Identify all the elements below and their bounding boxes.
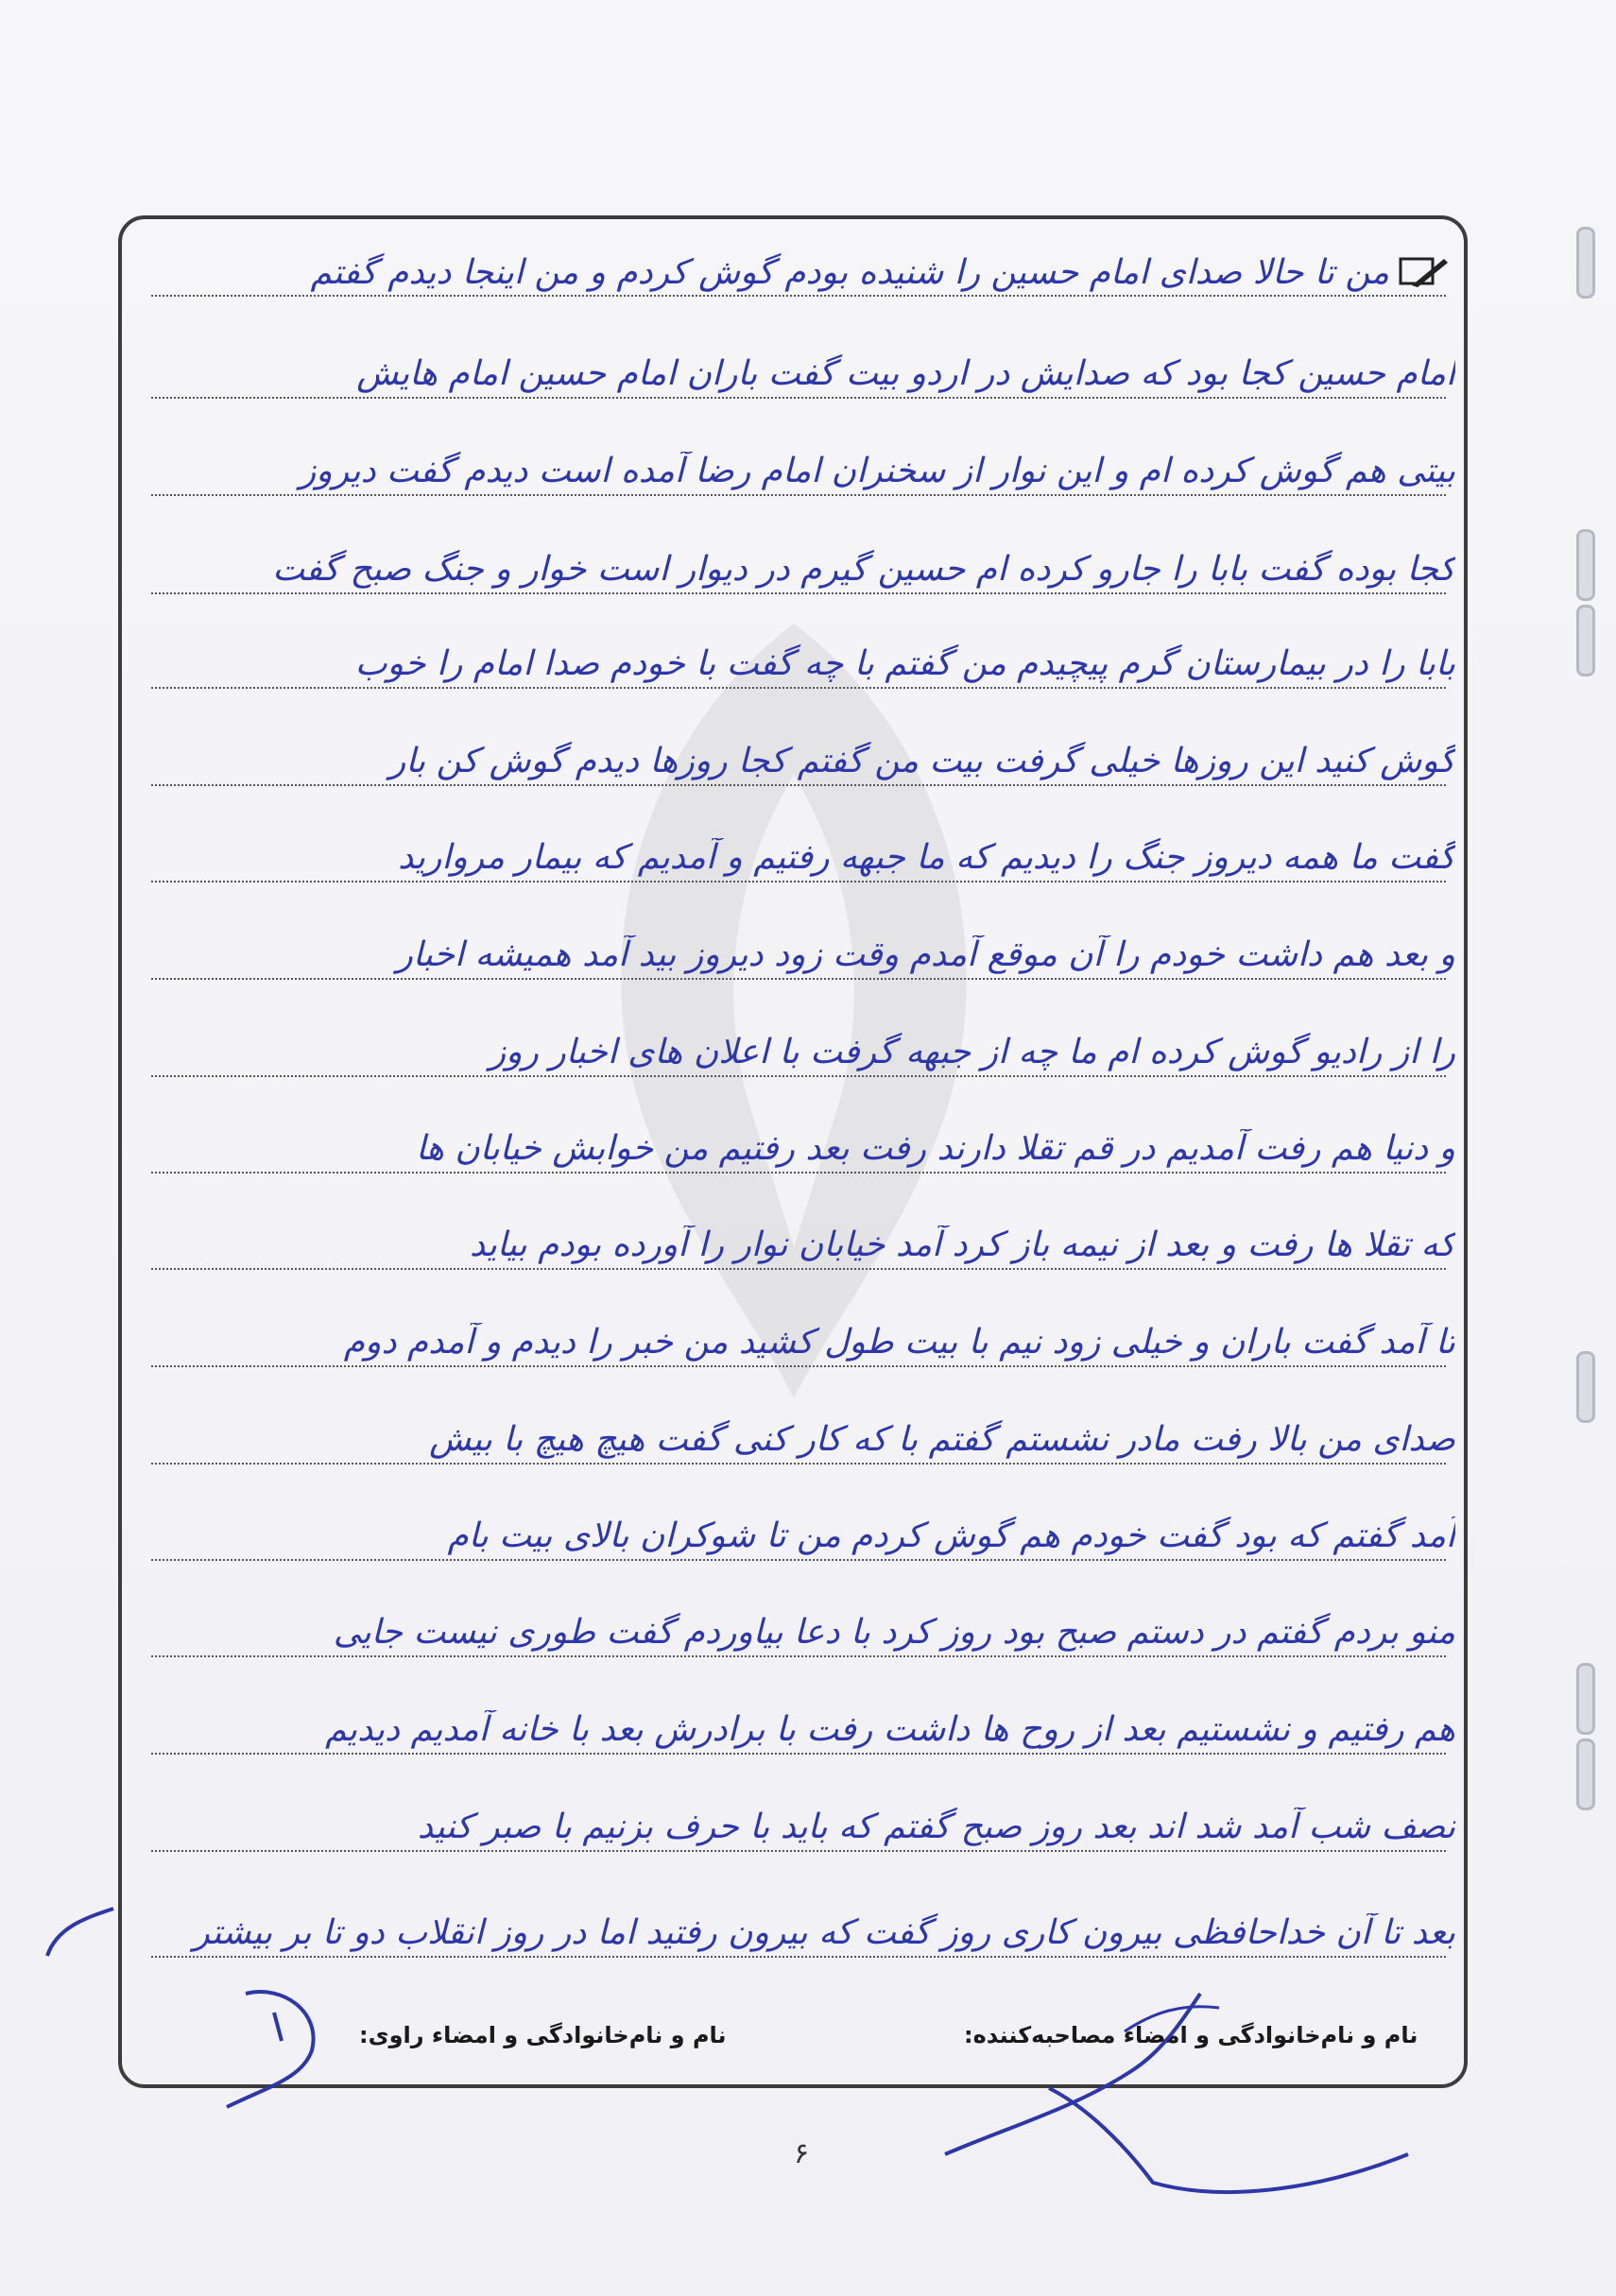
binding-hole — [1576, 605, 1595, 677]
ruled-line — [151, 1655, 1446, 1657]
ruled-line — [151, 1753, 1446, 1755]
ruled-line — [151, 1172, 1446, 1174]
binding-hole — [1576, 1663, 1595, 1735]
handwritten-line: و بعد هم داشت خودم را آن موقع آمدم وقت زود دیروز بید آمد همیشه اخبار — [396, 935, 1455, 974]
binding-hole — [1576, 529, 1595, 601]
handwritten-line: بابا را در بیمارستان گرم پیچیدم من گفتم با چه گفت با خودم صدا امام را خوب — [354, 644, 1455, 683]
ruled-line — [151, 881, 1446, 882]
ruled-line — [151, 592, 1446, 594]
margin-scribble — [38, 1890, 132, 1975]
handwritten-line: امام حسین کجا بود که صدایش در اردو بیت گفت باران امام حسین امام هایش — [356, 354, 1455, 393]
ruled-line — [151, 1365, 1446, 1367]
handwritten-line: کجا بوده گفت بابا را جارو کرده ام حسین گیرم در دیوار است خوار و جنگ صبح گفت — [272, 550, 1455, 589]
ruled-line — [151, 1559, 1446, 1561]
ruled-line — [151, 397, 1446, 399]
handwritten-line: من تا حالا صدای امام حسین را شنیده بودم گوش کردم و من اینجا دیدم گفتم — [310, 253, 1389, 292]
handwritten-line: آمد گفتم که بود گفت خودم هم گوش کردم من تا شوکران بالای بیت بام — [447, 1516, 1455, 1555]
interviewer-signature — [936, 1965, 1427, 2211]
handwritten-line: که تقلا ها رفت و بعد از نیمه باز کرد آمد خیابان نوار را آورده بودم بیاید — [469, 1225, 1455, 1264]
ruled-line — [151, 687, 1446, 689]
ruled-line — [151, 494, 1446, 496]
narrator-signature-label: نام و نام‌خانوادگی و امضاء راوی: — [359, 2022, 727, 2048]
handwritten-line: را از رادیو گوش کرده ام ما چه از جبهه گرفت با اعلان های اخبار روز — [489, 1033, 1455, 1071]
handwritten-line: هم رفتیم و نشستیم بعد از روح ها داشت رفت با برادرش بعد با خانه آمدیم دیدیم — [325, 1710, 1455, 1749]
binding-hole — [1576, 1351, 1595, 1423]
handwritten-line: منو بردم گفتم در دستم صبح بود روز کرد با دعا بیاوردم گفت طوری نیست جایی — [333, 1613, 1455, 1652]
handwritten-line: گفت ما همه دیروز جنگ را دیدیم که ما جبهه رفتیم و آمدیم که بیمار مروارید — [398, 838, 1455, 877]
ruled-line — [151, 1850, 1446, 1852]
interviewer-signature-label: نام و نام‌خانوادگی و امضاء مصاحبه‌کننده: — [964, 2022, 1418, 2048]
ruled-line — [151, 1956, 1446, 1958]
page-number: ۶ — [794, 2137, 810, 2170]
signature-mark-left — [208, 1975, 340, 2116]
ruled-line — [151, 1268, 1446, 1270]
handwritten-line: صدای من بالا رفت مادر نشستم گفتم با که کار کنی گفت هیچ هیچ با بیش — [429, 1420, 1455, 1459]
handwritten-line: بیتی هم گوش کرده ام و این نوار از سخنران امام رضا آمده است دیدم گفت دیروز — [299, 452, 1455, 490]
handwritten-line: و دنیا هم رفت آمدیم در قم تقلا دارند رفت بعد رفتیم من خوابش خیابان ها — [415, 1129, 1455, 1168]
binding-hole — [1576, 1739, 1595, 1810]
handwritten-line: تا آمد گفت باران و خیلی زود نیم با بیت طول کشید من خبر را دیدم و آمدم دوم — [343, 1323, 1455, 1362]
binding-holes — [1552, 189, 1608, 1890]
handwritten-line: گوش کنید این روزها خیلی گرفت بیت من گفتم کجا روزها دیدم گوش کن بار — [388, 742, 1455, 780]
ruled-line — [151, 1075, 1446, 1077]
ruled-line — [151, 1463, 1446, 1465]
ruled-line — [151, 784, 1446, 786]
ruled-line — [151, 978, 1446, 980]
handwritten-line: نصف شب آمد شد اند بعد روز صبح گفتم که باید با حرف بزنیم با صبر کنید — [417, 1808, 1455, 1846]
ruled-line — [151, 295, 1446, 297]
binding-hole — [1576, 227, 1595, 299]
handwritten-line: بعد تا آن خداحافظی بیرون کاری روز گفت که بیرون رفتید اما در روز انقلاب دو تا بر بیشتر — [193, 1913, 1455, 1952]
